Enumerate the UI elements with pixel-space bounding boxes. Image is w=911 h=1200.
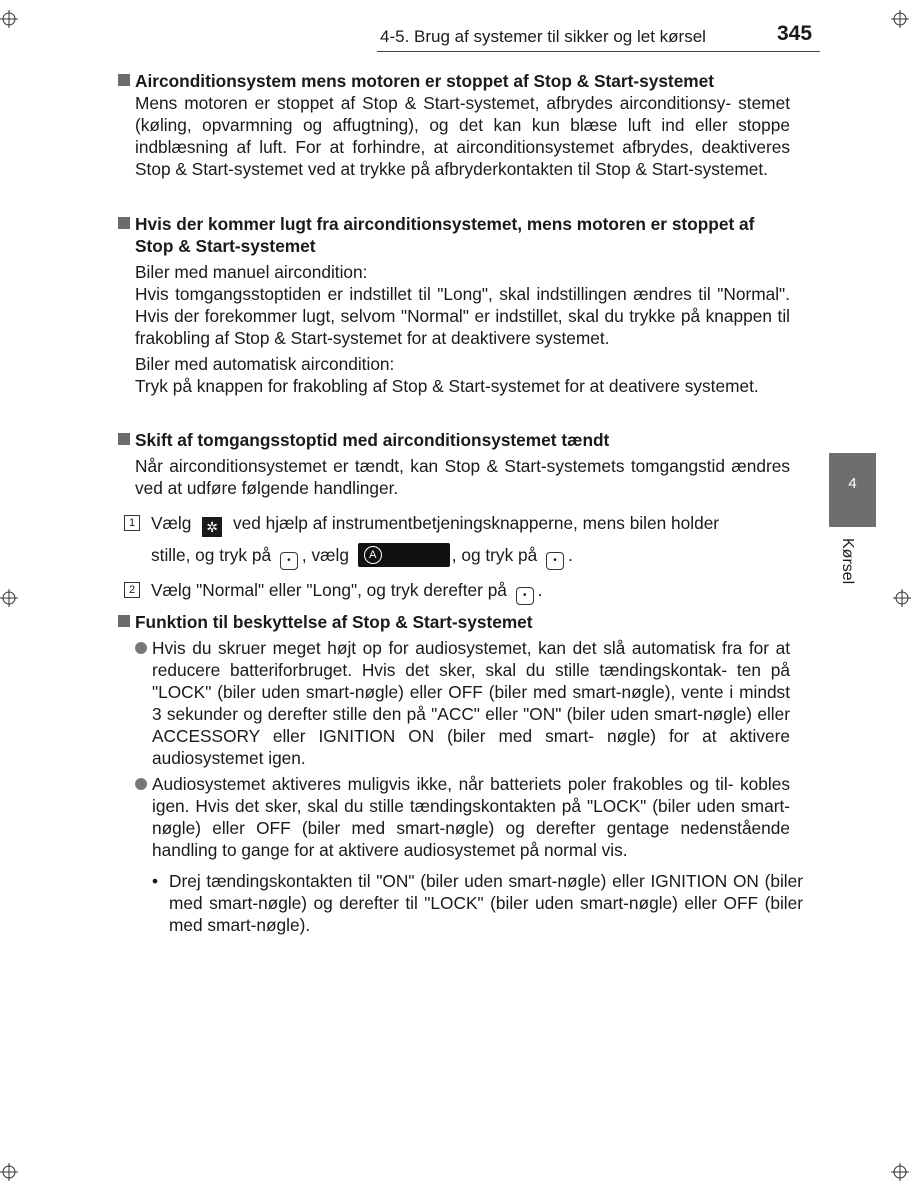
step-number: 2 bbox=[124, 582, 140, 598]
paragraph-auto-label: Biler med automatisk aircondition: bbox=[135, 354, 395, 374]
section-idle-stop-time bbox=[118, 429, 790, 499]
page-number: 345 bbox=[777, 22, 813, 45]
crop-mark-icon bbox=[0, 1163, 18, 1181]
chapter-number: 4 bbox=[848, 475, 857, 492]
paragraph-manual-label: Biler med manuel aircondition: bbox=[135, 262, 368, 282]
aircon-a-icon: A bbox=[364, 546, 382, 564]
crop-mark-icon bbox=[0, 10, 18, 28]
list-item: Hvis du skruer meget højt op for audiosystemet, kan det slå automatisk fra for at reducere batteriforbruget. Hvis det sker, skal du stille tændingskontak- ten på "LOCK" (biler uden smart-nøgle) eller OFF (biler med smart-nøgle), vente i mindst 3 sekunder og derefter stille den på "ACC" eller "ON" (biler uden smart-nøgle) eller ACCESSORY eller IGNITION ON (biler med smart- nøgle) for at aktivere audiosystemet igen. bbox=[135, 637, 790, 769]
ok-button-icon: • bbox=[516, 587, 534, 605]
section-square-icon bbox=[118, 217, 130, 229]
header-divider bbox=[377, 51, 820, 52]
paragraph-manual: Hvis tomgangsstoptiden er indstillet til "Long", skal indstillingen ændres til "Normal". Hvis der forekommer lugt, selvom "Normal" er indstillet, skal du trykke på knappen til frakobling af Stop & Start-systemet for at deaktivere systemet. bbox=[135, 284, 790, 348]
sub-list-item: • Drej tændingskontakten til "ON" (biler uden smart-nøgle) eller IGNITION ON (biler med smart-nøgle) og derefter til "LOCK" (biler uden smart-nøgle) eller OFF (biler med smart-nøgle). bbox=[152, 871, 803, 935]
list-item: Audiosystemet aktiveres muligvis ikke, når batteriets poler frakobles og til- kobles igen. Hvis det sker, skal du stille tændingskontakten på "LOCK" (biler uden smart-nøgle) eller OFF (biler med smart-nøgle) og derefter gentage nedenstående handling to gange for at aktivere audiosystemet på normal vis. bbox=[135, 773, 790, 861]
section-square-icon bbox=[118, 615, 130, 627]
section-square-icon bbox=[118, 74, 130, 86]
settings-icon: ✲ bbox=[202, 517, 222, 537]
step-2: 2 Vælg "Normal" eller "Long", og tryk derefter på • . bbox=[124, 580, 790, 604]
crop-mark-icon bbox=[893, 589, 911, 607]
section-protection bbox=[118, 611, 790, 633]
section-heading: Hvis der kommer lugt fra airconditionsystemet, mens motoren er stoppet af Stop & Start-systemet bbox=[135, 214, 755, 256]
display-selection-chip bbox=[358, 543, 450, 567]
section-odor bbox=[118, 213, 790, 397]
ok-button-icon: • bbox=[546, 552, 564, 570]
bullet-dot-icon bbox=[135, 642, 147, 654]
crop-mark-icon bbox=[891, 10, 909, 28]
step-number: 1 bbox=[124, 515, 140, 531]
bullet-list bbox=[135, 637, 790, 865]
step-1: 1 Vælg ✲ ved hjælp af instrumentbetjeningsknapperne, mens bilen holder stille, og tryk på • , vælg A , og tryk på • . bbox=[124, 513, 790, 573]
section-heading: Funktion til beskyttelse af Stop & Start-systemet bbox=[135, 612, 533, 632]
paragraph: Når airconditionsystemet er tændt, kan Stop & Start-systemets tomgangstid ændres ved at udføre følgende handlinger. bbox=[135, 456, 790, 498]
section-aircon-stopped bbox=[118, 70, 790, 180]
bullet-dot-icon bbox=[135, 778, 147, 790]
sub-bullet-icon: • bbox=[152, 871, 159, 891]
header-section-title: 4-5. Brug af systemer til sikker og let kørsel bbox=[380, 27, 706, 46]
paragraph-auto: Tryk på knappen for frakobling af Stop & Start-systemet for at deativere systemet. bbox=[135, 376, 759, 396]
crop-mark-icon bbox=[0, 589, 18, 607]
chapter-label: Kørsel bbox=[839, 538, 856, 585]
section-square-icon bbox=[118, 433, 130, 445]
section-heading: Skift af tomgangsstoptid med airconditionsystemet tændt bbox=[135, 430, 610, 450]
section-heading: Airconditionsystem mens motoren er stoppet af Stop & Start-systemet bbox=[135, 71, 715, 91]
ok-button-icon: • bbox=[280, 552, 298, 570]
paragraph: Mens motoren er stoppet af Stop & Start-systemet, afbrydes airconditionsy- stemet (køling, opvarmning og affugtning), og det kan kun blæse luft ind eller stoppe indblæsning af luft. For at forhindre, at airconditionsystemet afbrydes, deaktiveres Stop & Start-systemet ved at trykke på afbryderkontakten til Stop & Start-systemet. bbox=[135, 93, 790, 179]
crop-mark-icon bbox=[891, 1163, 909, 1181]
